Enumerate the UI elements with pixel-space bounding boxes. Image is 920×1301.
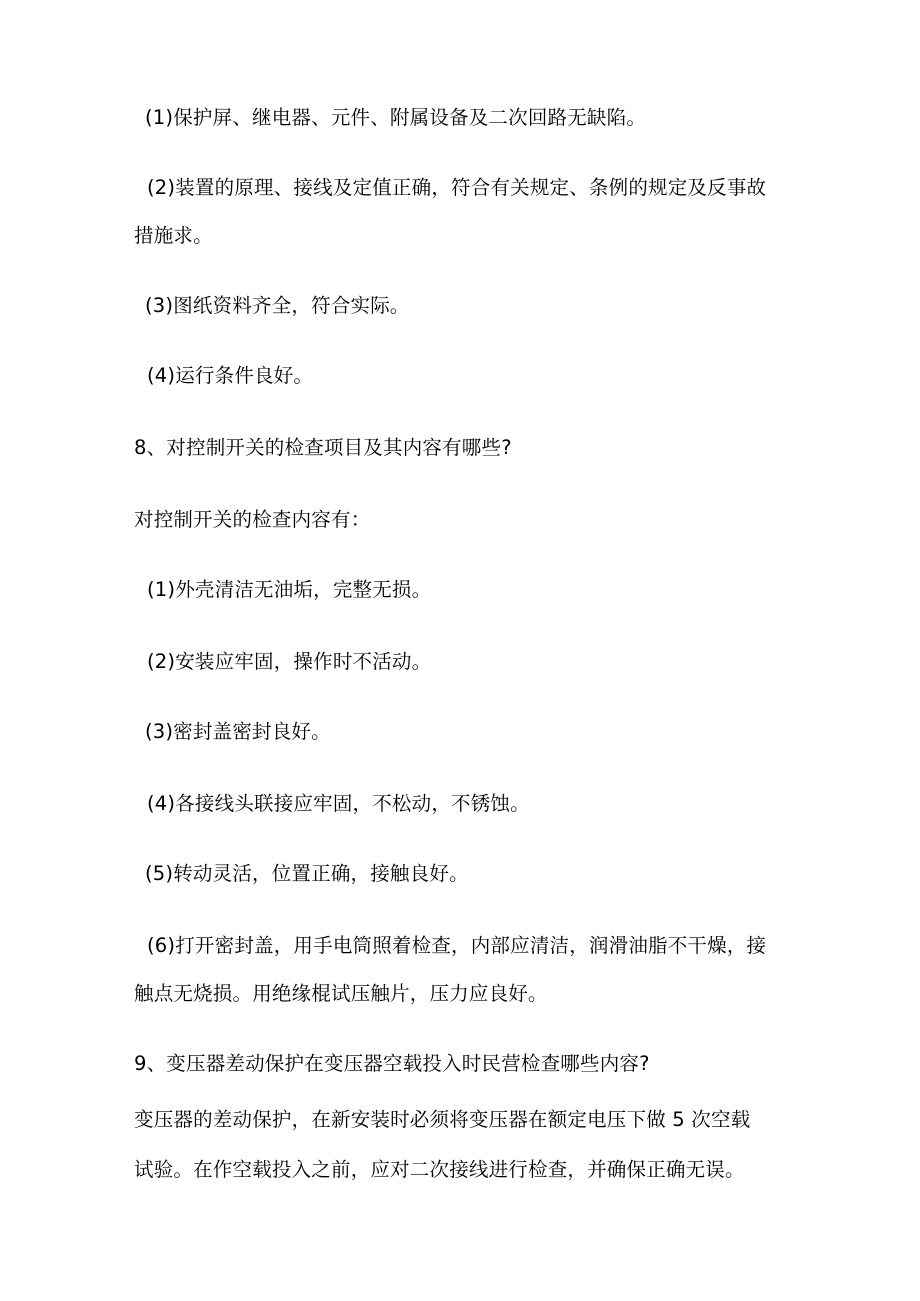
answer-8-item-6-continued: 触点无烧损。用绝缘棍试压触片，压力应良好。	[134, 982, 548, 1005]
question-8-heading: 8、对控制开关的检查项目及其内容有哪些?	[134, 436, 512, 459]
answer-9-text-continued: 试验。在作空载投入之前，应对二次接线进行检查，并确保正确无误。	[134, 1158, 745, 1181]
answer-8-item-4: (4)各接线头联接应牢固，不松动，不锈蚀。	[147, 792, 530, 815]
item-3-text: (3)图纸资料齐全，符合实际。	[145, 294, 410, 317]
answer-8-item-5: (5)转动灵活，位置正确，接触良好。	[145, 862, 469, 885]
item-4-text: (4)运行条件良好。	[147, 364, 314, 387]
question-9-heading: 9、变压器差动保护在变压器空载投入时民营检查哪些内容?	[134, 1052, 650, 1075]
answer-8-item-3: (3)密封盖密封良好。	[145, 720, 331, 743]
item-1-text: (1)保护屏、继电器、元件、附属设备及二次回路无缺陷。	[145, 106, 647, 129]
item-2-text: (2)装置的原理、接线及定值正确，符合有关规定、条例的规定及反事故	[147, 176, 767, 199]
answer-8-item-2: (2)安装应牢固，操作时不活动。	[147, 650, 432, 673]
answer-8-item-6: (6)打开密封盖，用手电筒照着检查，内部应清洁，润滑油脂不干燥，接	[147, 934, 767, 957]
answer-8-intro: 对控制开关的检查内容有：	[134, 508, 371, 531]
answer-9-text: 变压器的差动保护，在新安装时必须将变压器在额定电压下做 5 次空载	[134, 1108, 751, 1131]
item-2-text-continued: 措施求。	[134, 224, 213, 247]
answer-8-item-1: (1)外壳清洁无油垢，完整无损。	[147, 578, 432, 601]
